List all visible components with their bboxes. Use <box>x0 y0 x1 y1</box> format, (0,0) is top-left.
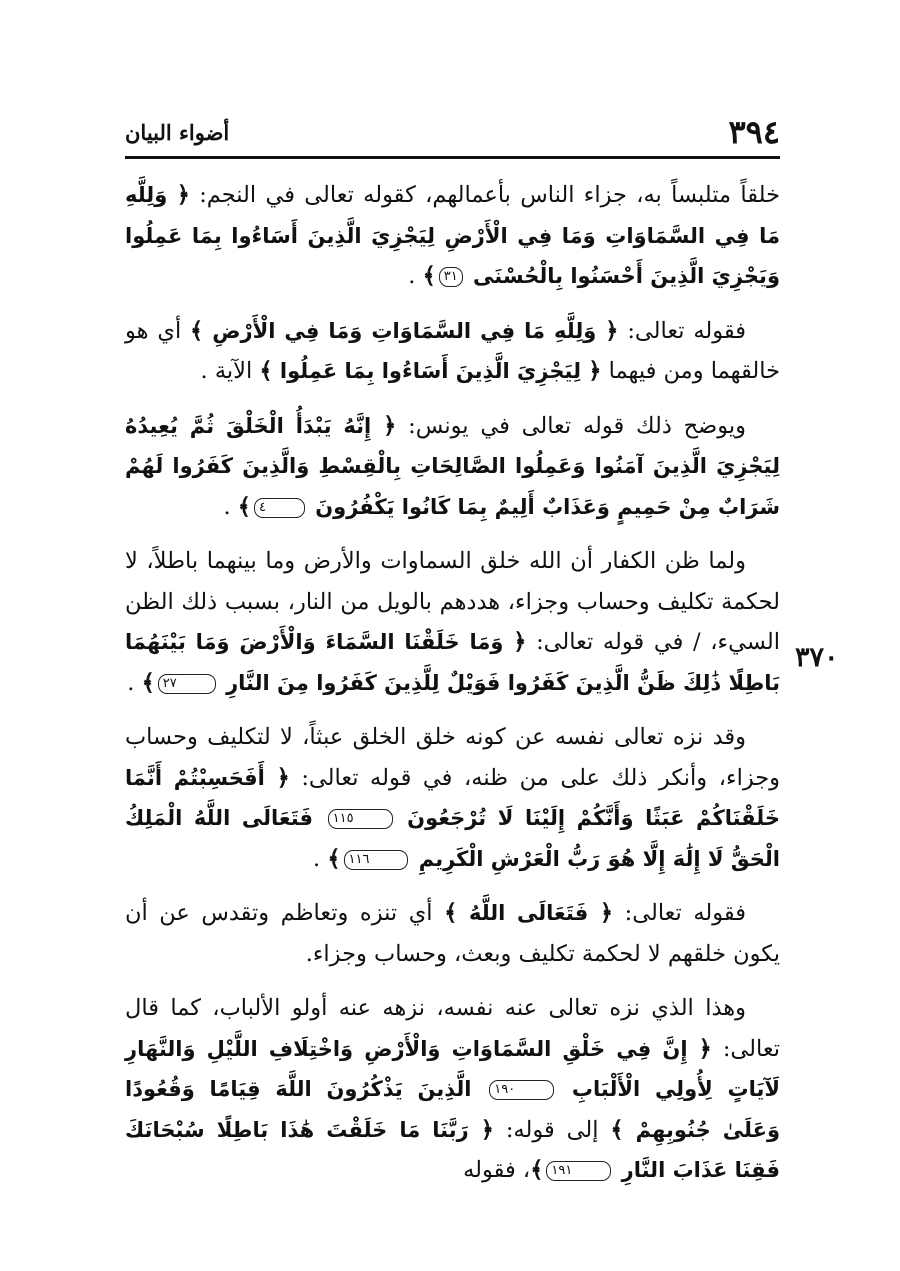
quran-verse: فَتَعَالَى اللَّهُ الْمَلِكُ الْحَقُّ لَا إِلَٰهَ إِلَّا هُوَ رَبُّ الْعَرْشِ الْكَرِيمِ <box>125 806 780 871</box>
verse-bracket: ﴿ <box>480 1116 494 1143</box>
prose-text: وهذا الذي نزه تعالى عنه نفسه، نزهه عنه أولو الألباب، كما قال تعالى: <box>125 995 780 1062</box>
ayah-number: ١٩١ <box>546 1161 611 1181</box>
page-number: ٣٩٤ <box>728 113 780 151</box>
quran-verse: رَبَّنَا مَا خَلَقْتَ هَٰذَا بَاطِلًا سُبْحَانَكَ فَقِنَا عَذَابَ النَّارِ <box>125 1117 780 1182</box>
paragraph-2 <box>125 311 780 392</box>
verse-bracket: ﴾ <box>141 669 155 696</box>
prose-text: . <box>313 845 328 872</box>
prose-text: فقوله تعالى: <box>618 317 746 344</box>
quran-verse: الَّذِينَ يَذْكُرُونَ اللَّهَ قِيَامًا وَقُعُودًا وَعَلَىٰ جُنُوبِهِمْ <box>125 1077 780 1142</box>
verse-bracket: ﴿ <box>276 764 290 791</box>
verse-bracket: ﴾ <box>444 900 458 926</box>
quran-verse: أَفَحَسِبْتُمْ أَنَّمَا خَلَقْنَاكُمْ عَبَثًا وَأَنَّكُمْ إِلَيْنَا لَا تُرْجَعُونَ <box>125 765 780 830</box>
quran-verse: إِنَّهُ يَبْدَأُ الْخَلْقَ ثُمَّ يُعِيدُهُ لِيَجْزِيَ الَّذِينَ آمَنُوا وَعَمِلُوا الصَّالِحَاتِ بِالْقِسْطِ وَالَّذِينَ كَفَرُوا لَهُمْ شَرَابٌ مِنْ حَمِيمٍ وَعَذَابٌ أَلِيمٌ بِمَا كَانُوا يَكْفُرُونَ <box>125 413 780 519</box>
verse-bracket: ﴿ <box>599 900 614 926</box>
page-header <box>125 104 780 159</box>
quran-verse: وَلِلَّهِ مَا فِي السَّمَاوَاتِ وَمَا فِي الْأَرْضِ لِيَجْزِيَ الَّذِينَ أَسَاءُوا بِمَا عَمِلُوا وَيَجْزِيَ الَّذِينَ أَحْسَنُوا بِالْحُسْنَى <box>125 183 780 288</box>
ayah-number: ١٩٠ <box>489 1080 554 1100</box>
verse-bracket: ﴾ <box>610 1116 624 1143</box>
quran-verse: إِنَّ فِي خَلْقِ السَّمَاوَاتِ وَالْأَرْضِ وَاخْتِلَافِ اللَّيْلِ وَالنَّهَارِ لَآيَاتٍ لِأُولِي الْأَلْبَابِ <box>125 1036 781 1101</box>
verse-bracket: ﴾ <box>190 317 204 344</box>
prose-text: ، فقوله <box>463 1157 531 1183</box>
verse-bracket: ﴿ <box>513 629 527 655</box>
paragraph-7 <box>125 988 780 1191</box>
paragraph-4 <box>125 541 780 703</box>
prose-text: وقد نزه تعالى نفسه عن كونه خلق الخلق عبثاً، لا لتكليف وحساب وجزاء، وأنكر ذلك على من ظنه، في قوله تعالى: <box>125 724 781 791</box>
verse-bracket: ﴿ <box>698 1035 712 1062</box>
paragraph-3 <box>125 406 780 528</box>
verse-bracket: ﴾ <box>530 1157 544 1183</box>
quran-verse: فَتَعَالَى اللَّهُ <box>457 901 600 925</box>
verse-bracket: ﴾ <box>259 358 273 384</box>
verse-bracket: ﴾ <box>327 845 341 872</box>
ayah-number: ٣١ <box>439 267 463 287</box>
prose-text: أي هو خالقهما ومن فيهما <box>125 317 780 384</box>
prose-text: ويوضح ذلك قوله تعالى في يونس: <box>396 412 746 439</box>
prose-text: إلى قوله: <box>493 1116 611 1143</box>
verse-bracket: ﴿ <box>605 317 619 344</box>
quran-verse: وَمَا خَلَقْنَا السَّمَاءَ وَالْأَرْضَ وَمَا بَيْنَهُمَا بَاطِلًا ذَٰلِكَ ظَنُّ الَّذِينَ كَفَرُوا فَوَيْلٌ لِلَّذِينَ كَفَرُوا مِنَ النَّارِ <box>125 630 780 695</box>
page-body <box>125 175 780 1205</box>
ayah-number: ١١٦ <box>344 850 409 870</box>
prose-text: . <box>223 493 238 520</box>
prose-text: خلقاً متلبساً به، جزاء الناس بأعمالهم، كقوله تعالى في النجم: <box>189 182 780 208</box>
ayah-number: ٤ <box>254 498 305 518</box>
paragraph-1 <box>125 175 780 297</box>
prose-text: . <box>408 263 423 289</box>
prose-text: فقوله تعالى: <box>613 900 746 926</box>
prose-text: الآية . <box>200 358 260 384</box>
prose-text: أي تنزه وتعاظم وتقدس عن أن يكون خلقهم لا لحكمة تكليف وبعث، وحساب وجزاء. <box>125 900 780 967</box>
book-title: أضواء البيان <box>125 120 230 145</box>
quran-verse: وَلِلَّهِ مَا فِي السَّمَاوَاتِ وَمَا فِي الْأَرْضِ <box>203 318 606 343</box>
ayah-number: ٢٧ <box>158 674 216 694</box>
paragraph-5 <box>125 717 780 879</box>
ayah-number: ١١٥ <box>328 809 393 829</box>
prose-text: ولما ظن الكفار أن الله خلق السماوات والأرض وما بينهما باطلاً، لا لحكمة تكليف وحساب وجزاء، هددهم بالويل من النار، بسبب ذلك الظن السيء، / في قوله تعالى: <box>125 548 781 655</box>
prose-text: . <box>127 669 142 696</box>
quran-verse: لِيَجْزِيَ الَّذِينَ أَسَاءُوا بِمَا عَمِلُوا <box>272 359 589 383</box>
verse-bracket: ﴾ <box>422 263 436 289</box>
verse-bracket: ﴿ <box>383 412 397 439</box>
verse-bracket: ﴾ <box>237 493 251 520</box>
margin-page-reference: ٣٧٠ <box>795 642 839 673</box>
paragraph-6 <box>125 893 780 974</box>
verse-bracket: ﴿ <box>176 182 190 208</box>
verse-bracket: ﴿ <box>588 358 602 384</box>
